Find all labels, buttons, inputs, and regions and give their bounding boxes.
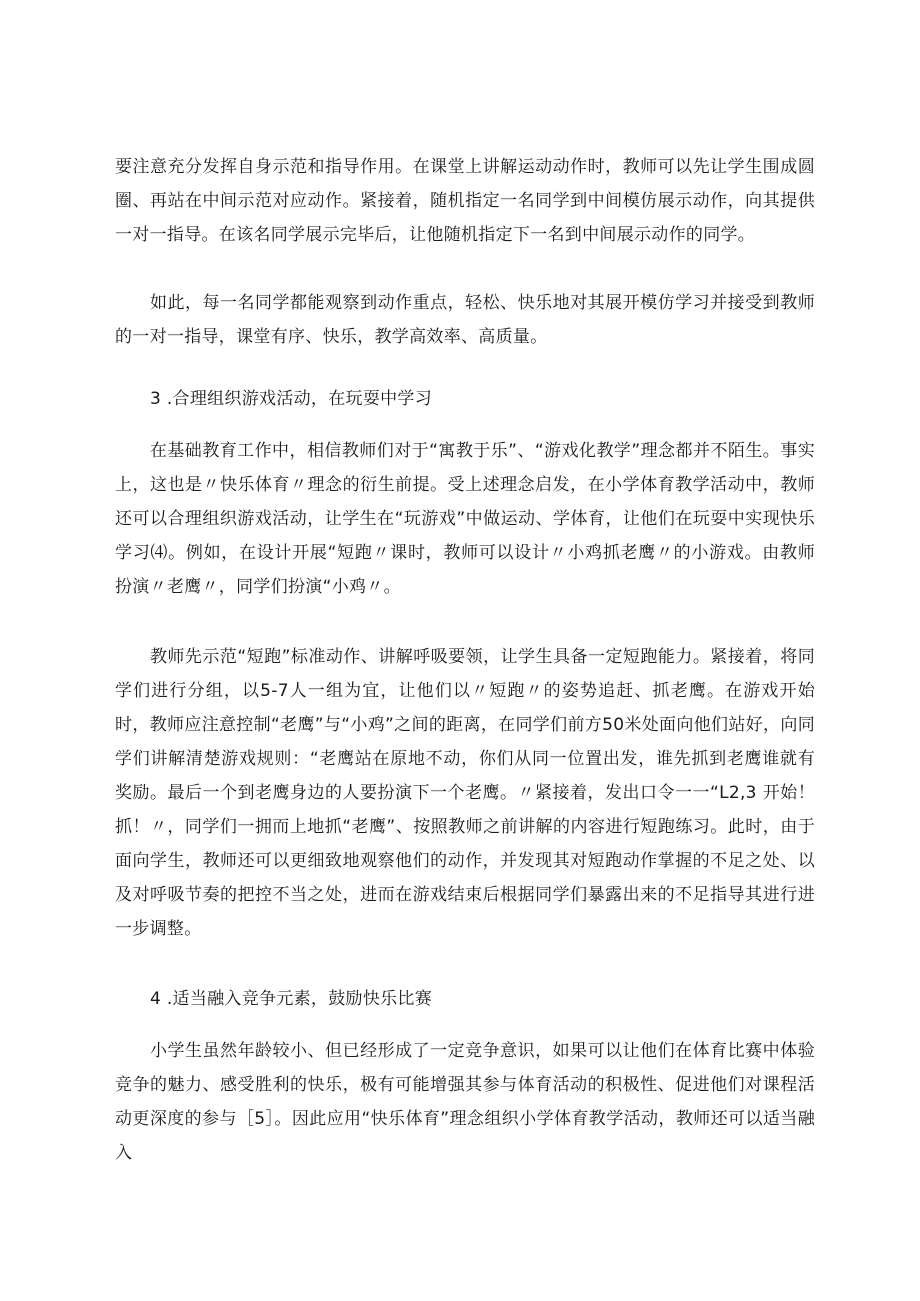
section-heading-3: 3 .合理组织游戏活动，在玩耍中学习 (150, 389, 433, 409)
paragraph-2: 如此，每一名同学都能观察到动作重点，轻松、快乐地对其展开模仿学习并接受到教师的一对一指导，课堂有序、快乐，教学高效率、高质量。 (115, 293, 815, 347)
paragraph-1: 要注意充分发挥自身示范和指导作用。在课堂上讲解运动动作时，教师可以先让学生围成圆圈、再站在中间示范对应动作。紧接着，随机指定一名同学到中间模仿展示动作，向其提供一对一指导。在该名同学展示完毕后，让他随机指定下一名到中间展示动作的同学。 (115, 157, 815, 245)
section-heading-4: 4 .适当融入竞争元素，鼓励快乐比赛 (150, 989, 433, 1009)
paragraph-5: 小学生虽然年龄较小、但已经形成了一定竞争意识，如果可以让他们在体育比赛中体验竞争的魅力、感受胜利的快乐，极有可能增强其参与体育活动的积极性、促进他们对课程活动更深度的参与［5］。因此应用“快乐体育”理念组织小学体育教学活动，教师还可以适当融入 (115, 1041, 815, 1163)
paragraph-4: 教师先示范“短跑”标准动作、讲解呼吸要领，让学生具备一定短跑能力。紧接着，将同学们进行分组，以5-7人一组为宜，让他们以〃短跑〃的姿势追赶、抓老鹰。在游戏开始时，教师应注意控制“老鹰”与“小鸡”之间的距离，在同学们前方50米处面向他们站好，向同学们讲解清楚游戏规则：“老鹰站在原地不动，你们从同一位置出发，谁先抓到老鹰谁就有奖励。最后一个到老鹰身边的人要扮演下一个老鹰。〃紧接着，发出口令一一“L2,3 开始！抓！〃，同学们一拥而上地抓“老鹰”、按照教师之前讲解的内容进行短跑练习。此时，由于面向学生，教师还可以更细致地观察他们的动作，并发现其对短跑动作掌握的不足之处、以及对呼吸节奏的把控不当之处，进而在游戏结束后根据同学们暴露出来的不足指导其进行进一步调整。 (115, 647, 815, 939)
paragraph-3: 在基础教育工作中，相信教师们对于“寓教于乐”、“游戏化教学”理念都并不陌生。事实上，这也是〃快乐体育〃理念的衍生前提。受上述理念启发，在小学体育教学活动中，教师还可以合理组织游戏活动，让学生在“玩游戏”中做运动、学体育，让他们在玩耍中实现快乐学习⑷。例如，在设计开展“短跑〃课时，教师可以设计〃小鸡抓老鹰〃的小游戏。由教师扮演〃老鹰〃，同学们扮演“小鸡〃。 (115, 441, 815, 597)
